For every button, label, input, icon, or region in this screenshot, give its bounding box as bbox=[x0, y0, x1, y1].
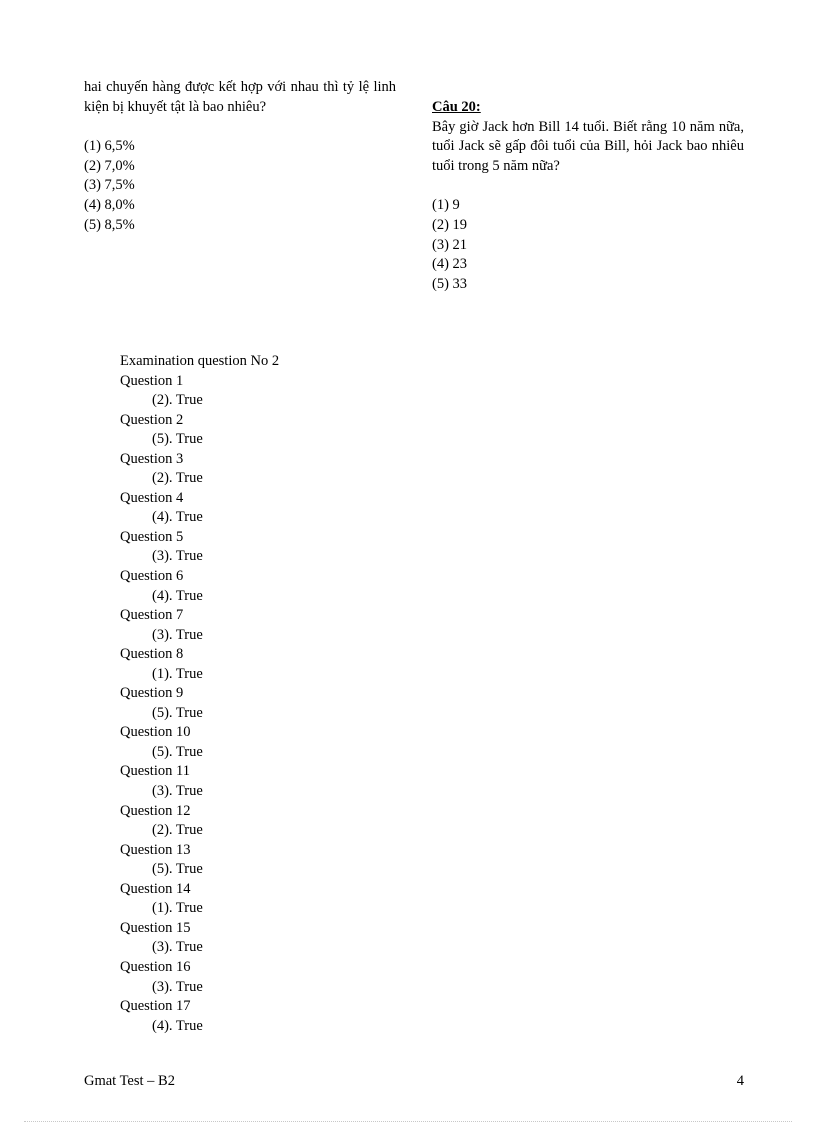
answer-value: (5). True bbox=[152, 743, 203, 760]
option-item: (4) 23 bbox=[432, 256, 468, 273]
answer-key-title: Examination question No 2 bbox=[120, 353, 280, 369]
option-item: (2) 7,0% bbox=[84, 157, 135, 174]
right-options-list bbox=[432, 196, 744, 294]
question-20-text: Bây giờ Jack hơn Bill 14 tuổi. Biết rằng 10 năm nữa, tuổi Jack sẽ gấp đôi tuổi của Bill, hỏi Jack bao nhiêu tuổi trong 5 năm nữa? bbox=[432, 118, 744, 174]
answer-question-label: Question 3 bbox=[120, 450, 184, 467]
option-item: (1) 6,5% bbox=[84, 138, 135, 155]
answer-question-label: Question 15 bbox=[120, 919, 191, 936]
answer-value: (3). True bbox=[152, 978, 203, 995]
option-item: (1) 9 bbox=[432, 197, 460, 214]
answer-question-label: Question 7 bbox=[120, 607, 184, 624]
answer-value: (1). True bbox=[152, 900, 203, 917]
answer-question-label: Question 1 bbox=[120, 372, 184, 389]
answer-value: (3). True bbox=[152, 939, 203, 956]
option-item: (3) 21 bbox=[432, 236, 468, 253]
answer-value: (3). True bbox=[152, 548, 203, 565]
answer-question-label: Question 17 bbox=[120, 998, 191, 1015]
answer-value: (5). True bbox=[152, 704, 203, 721]
answer-question-label: Question 6 bbox=[120, 568, 184, 585]
answer-value: (4). True bbox=[152, 1017, 203, 1034]
answer-question-label: Question 16 bbox=[120, 958, 191, 975]
answer-value: (4). True bbox=[152, 509, 203, 526]
question-20-heading: Câu 20: bbox=[432, 99, 481, 115]
answer-question-label: Question 9 bbox=[120, 685, 184, 702]
answer-question-label: Question 11 bbox=[120, 763, 190, 780]
answer-value: (3). True bbox=[152, 626, 203, 643]
answer-value: (5). True bbox=[152, 861, 203, 878]
page-bottom-border bbox=[24, 1121, 792, 1122]
answer-value: (2). True bbox=[152, 392, 203, 409]
left-options-list bbox=[84, 137, 396, 235]
answer-value: (4). True bbox=[152, 587, 203, 604]
answer-question-label: Question 2 bbox=[120, 411, 184, 428]
answer-key bbox=[120, 352, 420, 1036]
option-item: (3) 7,5% bbox=[84, 177, 135, 194]
page-number: 4 bbox=[736, 1073, 744, 1089]
question-continuation-text: hai chuyến hàng được kết hợp với nhau thì tỷ lệ linh kiện bị khuyết tật là bao nhiêu? bbox=[84, 79, 396, 115]
answer-value: (2). True bbox=[152, 470, 203, 487]
left-column bbox=[84, 78, 396, 235]
answer-question-label: Question 4 bbox=[120, 489, 184, 506]
answer-value: (2). True bbox=[152, 822, 203, 839]
answer-question-label: Question 13 bbox=[120, 841, 191, 858]
answer-value: (1). True bbox=[152, 665, 203, 682]
option-item: (4) 8,0% bbox=[84, 196, 135, 213]
right-column bbox=[432, 98, 744, 294]
footer-document-title: Gmat Test – B2 bbox=[84, 1073, 175, 1089]
option-item: (5) 33 bbox=[432, 275, 468, 292]
option-item: (5) 8,5% bbox=[84, 216, 135, 233]
page-footer bbox=[84, 1072, 744, 1092]
answer-question-label: Question 12 bbox=[120, 802, 191, 819]
answer-value: (5). True bbox=[152, 431, 203, 448]
answer-question-label: Question 14 bbox=[120, 880, 191, 897]
answer-question-label: Question 5 bbox=[120, 528, 184, 545]
answer-question-label: Question 8 bbox=[120, 646, 184, 663]
answer-question-label: Question 10 bbox=[120, 724, 191, 741]
answer-value: (3). True bbox=[152, 783, 203, 800]
option-item: (2) 19 bbox=[432, 216, 468, 233]
